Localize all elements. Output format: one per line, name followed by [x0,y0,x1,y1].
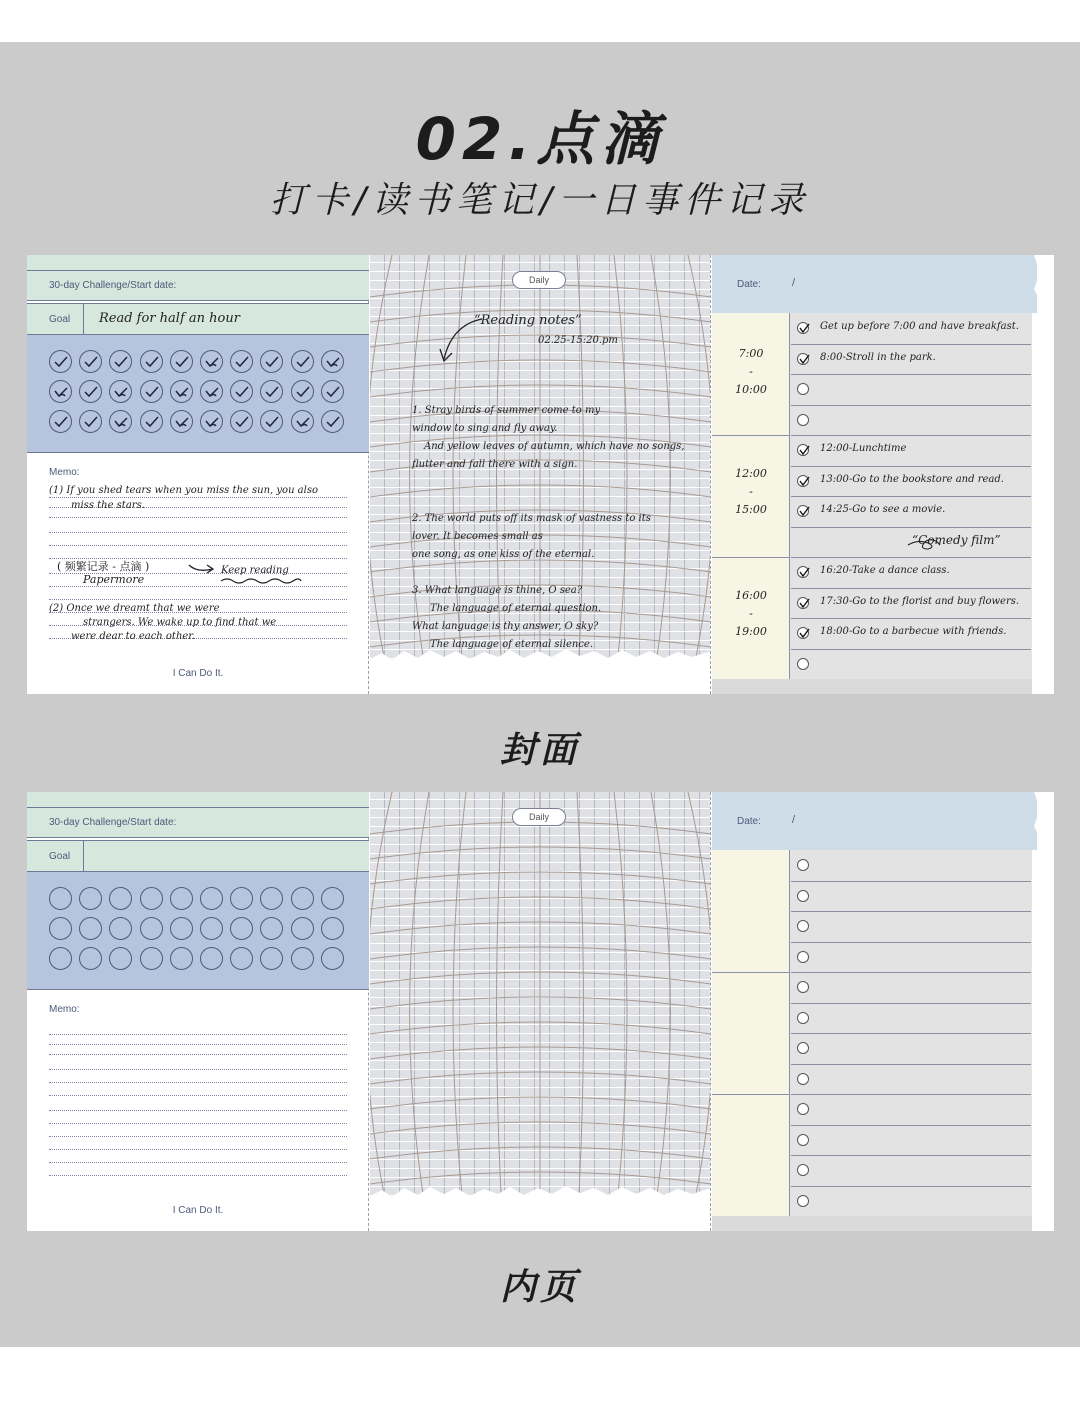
left-page [27,792,369,1231]
checkin-circle [49,350,72,373]
check-mark-icon [174,354,190,370]
checkin-circle [109,947,132,970]
goal-label: Goal [49,314,71,325]
memo-entry: Papermore [83,573,145,586]
check-mark-icon [144,384,160,400]
check-mark-icon [799,354,811,366]
daily-pill: Daily [512,808,566,826]
memo-line [49,1162,347,1163]
memo-entry: (1) If you shed tears when you miss the sun, you also [49,485,318,496]
tick-mark-icon [53,384,69,400]
task-row-divider [791,344,1031,345]
checkin-grid [27,335,369,453]
task-checkbox[interactable] [797,1042,809,1054]
checkin-circle [109,917,132,940]
goal-divider [83,841,84,872]
task-checkbox[interactable] [797,890,809,902]
arc-line [651,255,670,694]
tick-mark-icon [174,414,190,430]
task-text: 8:00-Stroll in the park. [820,351,936,363]
checkin-circle [79,410,102,433]
task-text: 14:25-Go to see a movie. [820,504,946,515]
check-mark-icon [799,506,811,518]
section-label-cover: 封面 [499,730,580,771]
left-page [27,255,369,694]
torn-paper-edge [370,1182,711,1231]
check-mark-icon [83,384,99,400]
footer-text: I Can Do It. [172,1205,224,1216]
arc-line [577,792,583,1231]
checkin-circle [230,380,253,403]
task-checkbox[interactable] [797,566,809,578]
date-band [712,255,1037,313]
notes-line: 1. Stray birds of summer come to my [412,405,601,416]
task-row-divider [791,1186,1031,1187]
task-row-divider [791,649,1031,650]
arc-line [614,255,627,694]
task-checkbox[interactable] [797,1012,809,1024]
check-mark-icon [799,323,811,335]
check-mark-icon [234,384,250,400]
time-label: 12:00 [735,467,767,480]
memo-line [49,532,347,533]
task-text: 13:00-Go to the bookstore and read. [820,473,1004,485]
checkin-circle [291,410,314,433]
task-checkbox[interactable] [797,627,809,639]
squiggle-underline-icon [219,577,303,585]
checkin-circle [49,947,72,970]
memo-entry: ( 频繁记录 - 点滴 ) [57,560,150,573]
checkin-circle [170,410,193,433]
check-mark-icon [295,354,311,370]
time-block-divider [712,1094,790,1095]
notes-line: 3. What language is thine, O sea? [412,585,583,596]
section-label-inner: 内页 [499,1267,580,1308]
tick-mark-icon [174,384,190,400]
check-mark-icon [799,476,811,488]
notes-line: window to sing and fly away. [412,423,558,434]
checkin-circle [260,410,283,433]
time-block-divider [712,435,790,436]
task-text: 18:00-Go to a barbecue with friends. [820,626,1007,637]
date-label: Date: [737,279,761,290]
task-row-divider [791,1094,1031,1095]
task-row-divider [791,1064,1031,1065]
check-mark-icon [799,567,811,579]
task-checkbox[interactable] [797,1073,809,1085]
checkin-circle [291,917,314,940]
checkin-circle [200,917,223,940]
time-label: - [749,365,753,378]
checkin-circle [321,380,344,403]
task-checkbox[interactable] [797,658,809,670]
checkin-circle [230,410,253,433]
checkin-circle [140,350,163,373]
task-checkbox[interactable] [797,1103,809,1115]
task-row-divider [791,527,1031,528]
checkin-circle [321,410,344,433]
task-text: 17:30-Go to the florist and buy flowers. [820,595,1020,607]
tick-mark-icon [325,354,341,370]
notes-line: The language of eternal question. [430,603,602,614]
memo-line [49,517,347,518]
check-mark-icon [234,354,250,370]
checkin-circle [170,380,193,403]
task-row-divider [791,911,1031,912]
task-row-divider [791,435,1031,436]
checkin-circle [321,947,344,970]
time-column [712,850,790,1216]
task-row-divider [791,374,1031,375]
checkin-circle [49,410,72,433]
checkin-circle [140,380,163,403]
checkin-circle [230,947,253,970]
checkin-circle [200,410,223,433]
notes-title: “Reading notes” [474,313,582,328]
arc-line [497,792,503,1231]
arrow-icon [187,561,217,575]
middle-page [370,792,711,1231]
memo-label: Memo: [49,467,80,478]
notes-line: lover. It becomes small as [412,531,543,542]
checkin-circle [140,887,163,910]
challenge-label: 30-day Challenge/Start date: [27,271,369,301]
task-checkbox[interactable] [797,414,809,426]
tick-mark-icon [113,414,129,430]
date-label: Date: [737,816,761,827]
memo-line [49,1054,347,1055]
checkin-circle [260,917,283,940]
task-checkbox[interactable] [797,981,809,993]
schedule-bottom [712,1216,1032,1231]
goal-divider [83,304,84,335]
task-checkbox[interactable] [797,1195,809,1207]
check-mark-icon [83,354,99,370]
checkin-circle [79,947,102,970]
check-mark-icon [325,384,341,400]
task-checkbox[interactable] [797,353,809,365]
arc-line [410,792,429,1231]
check-mark-icon [264,384,280,400]
checkin-circle [170,917,193,940]
check-mark-icon [264,414,280,430]
task-checkbox[interactable] [797,505,809,517]
schedule-bottom [712,679,1032,694]
time-label: - [749,607,753,620]
torn-paper-edge [1012,792,1054,1231]
task-row-divider [791,557,1031,558]
time-label: 10:00 [735,383,767,396]
loop-doodle-icon [906,537,942,551]
task-checkbox[interactable] [797,951,809,963]
goal-text: Read for half an hour [99,311,240,326]
checkin-circle [200,350,223,373]
checkin-circle [170,887,193,910]
tick-mark-icon [295,414,311,430]
checkin-circle [291,380,314,403]
checkin-circle [200,887,223,910]
memo-line [49,1082,347,1083]
checkin-circle [140,917,163,940]
memo-line [49,586,347,587]
arc-lines [370,792,711,1231]
checkin-circle [140,410,163,433]
task-checkbox[interactable] [797,1164,809,1176]
check-mark-icon [53,354,69,370]
memo-line [49,1136,347,1137]
checkin-circle [49,887,72,910]
notes-line: one song, as one kiss of the eternal. [412,549,595,560]
task-checkbox[interactable] [797,322,809,334]
goal-row [27,303,369,335]
memo-line [49,545,347,546]
checkin-circle [321,917,344,940]
top-band [27,255,369,271]
time-label: 19:00 [735,625,767,638]
time-block-divider [712,557,790,558]
task-checkbox[interactable] [797,475,809,487]
checkin-circle [140,947,163,970]
checkin-circle [109,380,132,403]
checkin-circle [109,887,132,910]
task-row-divider [791,942,1031,943]
checkin-circle [260,947,283,970]
check-mark-icon [83,414,99,430]
task-row-divider [791,405,1031,406]
torn-paper-edge [370,645,711,694]
goal-label: Goal [49,851,71,862]
date-slash: / [792,277,796,289]
arc-line [614,792,627,1231]
checkin-circle [260,380,283,403]
checkin-circle [79,887,102,910]
time-label: 15:00 [735,503,767,516]
checkin-circle [49,917,72,940]
time-label: 7:00 [738,347,764,360]
checkin-circle [79,380,102,403]
task-checkbox[interactable] [797,920,809,932]
task-checkbox[interactable] [797,444,809,456]
time-label: 16:00 [735,589,767,602]
notes-line: 2. The world puts off its mask of vastness to its [412,513,651,524]
goal-row [27,840,369,872]
presentation-canvas [0,42,1080,1347]
cover-spread [27,255,1054,694]
time-column [712,313,790,679]
memo-line [49,599,347,600]
check-mark-icon [295,384,311,400]
check-mark-icon [53,414,69,430]
check-mark-icon [799,628,811,640]
time-block-divider [712,972,790,973]
memo-entry: (2) Once we dreamt that we were [49,603,220,614]
checkin-grid [27,872,369,990]
middle-page [370,255,711,694]
checkin-circle [321,887,344,910]
task-row-divider [791,618,1031,619]
torn-paper-edge [1012,255,1054,694]
checkin-circle [109,410,132,433]
memo-line [49,1123,347,1124]
task-text: “Comedy film” [912,532,1001,547]
memo-line [49,1110,347,1111]
checkin-circle [230,917,253,940]
memo-line [49,1175,347,1176]
inner-spread [27,792,1054,1231]
memo-entry: strangers. We wake up to find that we [83,617,277,628]
notes-line: What language is thy answer, O sky? [412,621,599,632]
daily-pill: Daily [512,271,566,289]
task-row-divider [791,881,1031,882]
checkin-circle [170,947,193,970]
check-mark-icon [234,414,250,430]
page-title: 02.点滴 [415,105,665,173]
checkin-circle [79,350,102,373]
top-band [27,792,369,808]
checkin-circle [321,350,344,373]
tick-mark-icon [204,384,220,400]
checkin-circle [230,887,253,910]
memo-line [49,1069,347,1070]
right-page [712,792,1054,1231]
check-mark-icon [264,354,280,370]
checkin-circle [49,380,72,403]
task-text: 12:00-Lunchtime [820,443,907,454]
task-row-divider [791,1033,1031,1034]
checkin-circle [109,350,132,373]
task-row-divider [791,1003,1031,1004]
page-subtitle: 打卡/读书笔记/一日事件记录 [269,180,811,221]
memo-line [49,497,347,498]
footer-text: I Can Do It. [172,668,224,679]
notes-line: The language of eternal silence. [430,639,594,650]
memo-entry: were dear to each other. [71,631,196,642]
check-mark-icon [144,354,160,370]
time-label: - [749,485,753,498]
notes-line: And yellow leaves of autumn, which have no songs, [424,441,685,452]
checkin-circle [291,350,314,373]
memo-line [49,1149,347,1150]
check-mark-icon [144,414,160,430]
checkin-circle [170,350,193,373]
date-band [712,792,1037,850]
task-row-divider [791,588,1031,589]
checkin-circle [230,350,253,373]
checkin-circle [200,947,223,970]
checkin-circle [260,350,283,373]
check-mark-icon [799,445,811,457]
right-page [712,255,1054,694]
checkin-circle [79,917,102,940]
checkin-circle [291,887,314,910]
task-row-divider [791,1125,1031,1126]
arc-line [651,792,670,1231]
memo-line [49,1044,347,1045]
checkin-circle [291,947,314,970]
arc-line [453,792,466,1231]
task-text: 16:20-Take a dance class. [820,565,950,576]
task-checkbox[interactable] [797,383,809,395]
checkin-circle [200,380,223,403]
memo-line [49,1034,347,1035]
memo-entry: Keep reading [221,565,289,576]
date-slash: / [792,814,796,826]
check-mark-icon [325,414,341,430]
task-text: Get up before 7:00 and have breakfast. [820,321,1019,332]
notes-line: flutter and fall there with a sign. [412,459,578,470]
check-mark-icon [113,354,129,370]
task-checkbox[interactable] [797,1134,809,1146]
tick-mark-icon [204,414,220,430]
task-row-divider [791,972,1031,973]
task-checkbox[interactable] [797,859,809,871]
challenge-label: 30-day Challenge/Start date: [27,808,369,838]
notes-time: 02.25-15:20.pm [538,335,618,346]
tick-mark-icon [113,384,129,400]
memo-line [49,1095,347,1096]
check-mark-icon [799,598,811,610]
task-row-divider [791,1155,1031,1156]
task-row-divider [791,496,1031,497]
task-checkbox[interactable] [797,597,809,609]
tick-mark-icon [204,354,220,370]
memo-label: Memo: [49,1004,80,1015]
checkin-circle [260,887,283,910]
task-row-divider [791,466,1031,467]
memo-entry: miss the stars. [71,500,145,511]
